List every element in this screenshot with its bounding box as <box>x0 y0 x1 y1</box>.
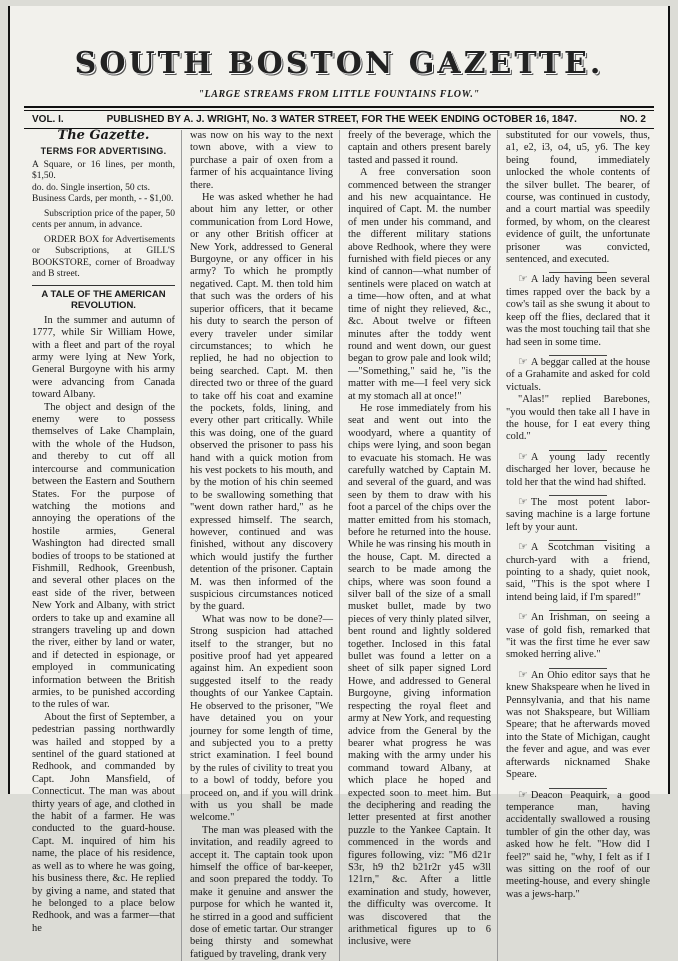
anecdote-item <box>506 789 650 902</box>
paragraph: He rose immediately from his seat and went out into the woodyard, where a quantity of chips were lying, and soon began to evacuate his stomach. He was carefully watched by Captain M. and several of the guard, and was seen by them to draw with his foot a parcel of the chips over the matter emitted from his stomach, before he returned into the house. While he was rinsing his mouth in the house, Capt. M. directed a search to be made among the chips, where was soon found a silver ball of the size of a small musket bullet, made by two pieces of very thinly plated silver, bent round and lightly soldered together. Inclosed in this fatal bullet was found a letter on a sheet of silk paper signed Lord Howe, and addressed to General Burgoyne, giving information respecting the royal fleet and army at New York, and requesting advice from the General by the bearer what progress he was making with the army under his command toward Albany, at which place he hoped and expected soon to meet him. But the deciphering and reading the letter presented at first another puzzle to the Yankee Captain. It commenced in the words and figures following, viz: "M6 d21r S3r, h9 th2 b21r2r y45 w3ll 121rn," &c. After a little examination and study, however, the difficulty was overcome. It was discovered that the arithmetical figures up to 6 inclusive, were <box>348 402 491 948</box>
anecdote-text: The most potent labor-saving machine is a large fortune left by your aunt. <box>506 496 650 533</box>
anecdote-text: A beggar called at the house of a Grahamite and asked for cold victuals. <box>506 356 650 393</box>
paragraph: He was asked whether he had about him any letter, or other communication from Lord Howe, or any other British officer at New York, addressed to General Burgoyne, or any officer in his army? To which he promptly negatived. Capt. M. then told him that such was the orders of his superior officers, that it became his duty to search the person of every traveler under similar circumstances; to which he replied, he had no objection to being searched. Capt. M. then directed two or three of the guard to take off his coat and examine the pockets, folds, lining, and every other part critically. While this was doing, one of the guard observed the prisoner to pass his hand with a quick motion from his vest pockets to his mouth, and by the motion of his chin seemed to be swallowing something that "went down rather hard," as he expressed himself. The search, however, continued and was finished, without any discovery which would justify the further detention of the prisoner. Captain M. was then informed of the suspicious circumstances noticed by the guard. <box>190 192 333 613</box>
subscription-note: Subscription price of the paper, 50 cents per annum, in advance. <box>32 208 176 231</box>
pointing-hand-icon: ☞ <box>518 355 528 368</box>
paragraph: was now on his way to the next town above, with a view to purchase a pair of oxen from a farmer of his acquaintance living there. <box>190 130 333 191</box>
paragraph: About the first of September, a pedestrian passing northwardly was hailed and stopped by a sentinel of the guard stationed at Redhook, and commanded by Capt. John Mansfield, of Connecticut. The man was about thirty years of age, and clothed in the habit of a farmer. He was conducted to the guard-house. Capt. M. inquired of him his name, the place of his residence, as well as to where he was going, his business there, &c. He replied by giving a name, and stated that he belonged to a place below Redhook, and was a farmer—that he <box>32 711 175 934</box>
anecdote-text: "Alas!" replied Barebones, "you would then take all I have in the house, for I eat every thing cold." <box>506 394 650 443</box>
anecdote-text: A lady having been several times rapped over the back by a cow's tail as she swung it about to keep off the flies, declared that it was the most touching tail that she had seen in some time. <box>506 274 650 348</box>
anecdote-item <box>506 273 650 348</box>
paragraph: substituted for our vowels, thus, a1, e2, i3, o4, u5, y6. The key being found, immediately unlocked the whole contents of the silver bullet. The bearer, of course, was continued in custody, and a court martial was speedily formed, by whom, on the clearest evidence of guilt, the unfortunate prisoner was convicted, sentenced, and executed. <box>506 130 650 266</box>
anecdote-item <box>506 496 650 534</box>
pointing-hand-icon: ☞ <box>518 668 528 681</box>
pointing-hand-icon: ☞ <box>518 495 528 508</box>
pointing-hand-icon: ☞ <box>518 541 528 554</box>
advertising-rates <box>32 160 175 281</box>
anecdote-item <box>506 611 650 662</box>
pointing-hand-icon: ☞ <box>518 788 528 801</box>
anecdote-text: Deacon Peaquirk, a good temperance man, having accidentally swallowed a rousing tumbler of gin the other day, was asked how he felt. "How did I feel?" said he, "why, I felt as if I was sitting on the roof of our meeting-house, and every shingle was a jews-harp." <box>506 789 650 900</box>
issue-line <box>32 114 646 125</box>
paragraph: The man was pleased with the invitation, and readily agreed to accept it. The captain took upon himself the office of bar-keeper, and soon prepared the toddy. To make it genuine and answer the purpose for which he wanted it, he stirred in a good and sufficient dose of emetic tartar. Our stranger being thirsty and somewhat fatigued by traveling, drank very <box>190 824 333 960</box>
anecdote-item <box>506 356 650 394</box>
anecdote-item <box>506 451 650 489</box>
newspaper-page <box>8 6 670 960</box>
publisher-line: PUBLISHED BY A. J. WRIGHT, No. 3 WATER STREET, FOR THE WEEK ENDING OCTOBER 16, 1847. <box>106 114 577 125</box>
terms-heading: TERMS FOR ADVERTISING. <box>40 146 167 157</box>
anecdote-text: An Irishman, on seeing a vase of gold fish, remarked that "it was the first time he ever saw smoked herring alive." <box>506 612 650 661</box>
divider <box>32 285 175 286</box>
paragraph: In the summer and autumn of 1777, while Sir William Howe, with a fleet and part of the royal army were lying at New York, General Burgoyne with his army were advancing from Canada toward Albany. <box>32 314 175 401</box>
anecdote-item <box>506 541 650 604</box>
volume-label: VOL. I. <box>32 114 64 125</box>
order-box-note: ORDER BOX for Advertisements or Subscriptions, at GILL'S BOOKSTORE, corner of Broadway and B street. <box>32 234 175 280</box>
masthead-motto: "LARGE STREAMS FROM LITTLE FOUNTAINS FLOW." <box>198 89 480 100</box>
paragraph: The object and design of the enemy were to possess themselves of Lake Champlain, with the whole of the Hudson, and thereby to cut off all intercourse and communication between the Eastern and Southern States. For the purpose of watching the motions and annoying the operations of the hostile armies, General Washington had directed small bodies of troops to be stationed at Fishmill, Redhook, Greenbush, and several other places on the east side of the river, between New York and Albany, with strict orders to take up and examine all strangers traveling up and down the river, either by land or water, and if detected in espionage, or employed in communicating information between the British armies, to be punished according to the rules of war. <box>32 401 175 711</box>
paragraph: What was now to be done?—Strong suspicion had attached itself to the stranger, but no positive proof had yet appeared against him. An expedient soon suggested itself to the ready thoughts of our Yankee Captain. He observed to the prisoner, "We have detained you on your journey for some length of time, and subjected you to a pretty strict examination. I feel bound by the rules of civility to treat you to a bowl of toddy, before you proceed on, and if you will drink with us you shall be made welcome." <box>190 613 333 824</box>
article-columns <box>32 128 656 960</box>
pointing-hand-icon: ☞ <box>518 611 528 624</box>
rate-line: Business Cards, per month, - - $1,00. <box>32 194 174 205</box>
paragraph: A free conversation soon commenced between the stranger and his new acquaintance. He inquired of Capt. M. the number of men under his command, and the different military stations above Redhook, where they were furnished with field pieces or any kind of cannon—what number of sentinels were placed on watch at a time—how often, and at what time of night they relieved, &c., &c. About twelve or fifteen minutes after the toddy went round and went down, our guest began to grow pale and look wild;—"Something," said he, "is the matter with me—I feel very sick at my stomach all at once!" <box>348 167 491 402</box>
rate-line: A Square, or 16 lines, per month, $1,50. <box>32 159 175 182</box>
anecdote-text: An Ohio editor says that he knew Shakspeare when he lived in Pennsylvania, and that his name was not Shakspeare, but William Speare; that he afterwards moved into the State of Michigan, caught the fever and ague, and was ever afterwards nicknamed Shake Speare. <box>506 669 650 781</box>
column-4 <box>506 130 656 961</box>
issue-number: NO. 2 <box>619 114 646 125</box>
column-1 <box>32 130 182 961</box>
anecdote-item <box>506 669 650 782</box>
column-2 <box>190 130 340 961</box>
masthead-rule <box>24 106 654 111</box>
anecdote-text: A young lady recently discharged her lover, because he told her that the wind had shifted. <box>506 451 650 488</box>
gazette-header: The Gazette. <box>57 128 150 143</box>
masthead-title: SOUTH BOSTON GAZETTE. <box>74 46 604 81</box>
pointing-hand-icon: ☞ <box>518 450 528 463</box>
story-title: A TALE OF THE AMERICAN REVOLUTION. <box>41 288 166 311</box>
anecdote-text: A Scotchman visiting a church-yard with a friend, pointing to a shady, quiet nook, said, "This is the spot where I intend being laid, if I'm spared!" <box>506 542 650 603</box>
paragraph: freely of the beverage, which the captain and others present barely tasted and passed it round. <box>348 130 491 166</box>
column-3 <box>348 130 498 961</box>
rate-line: do. do. Single insertion, 50 cts. <box>32 182 150 193</box>
pointing-hand-icon: ☞ <box>518 273 528 286</box>
